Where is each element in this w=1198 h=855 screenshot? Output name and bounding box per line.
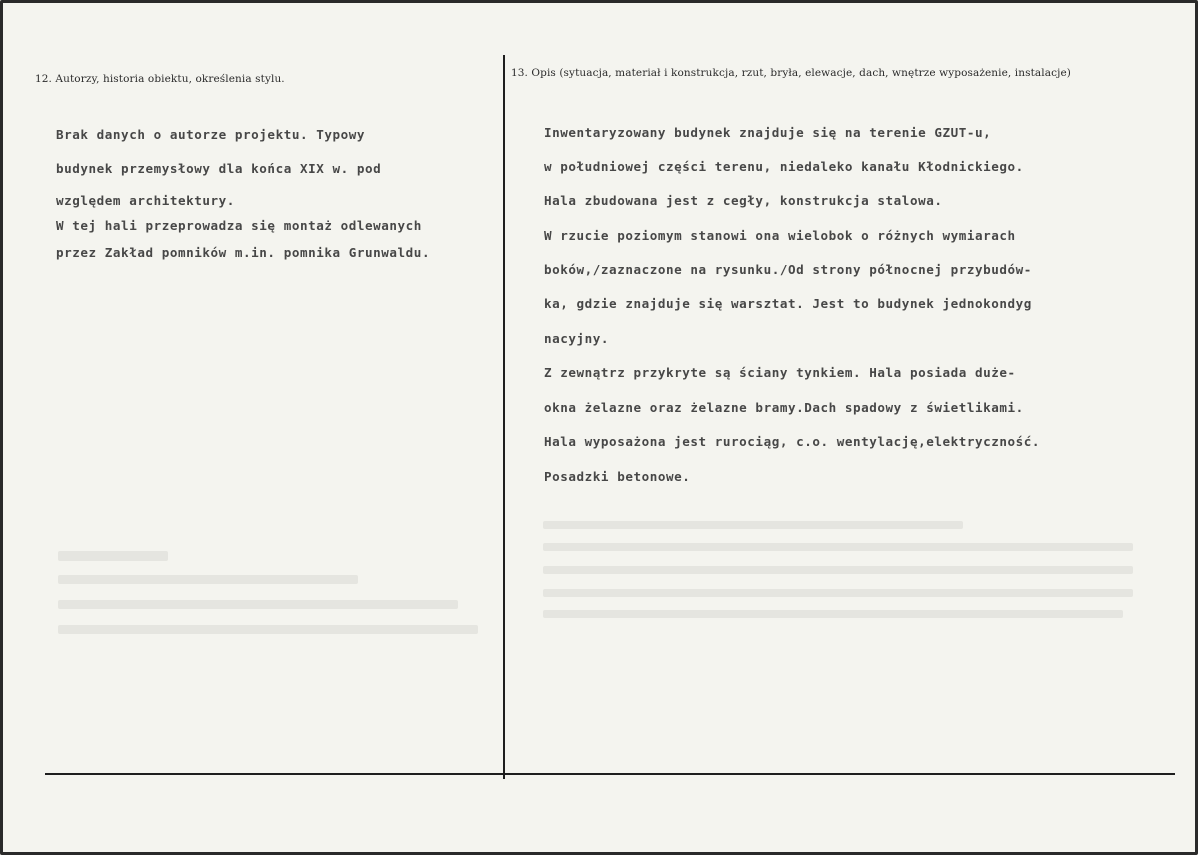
left-line: W tej hali przeprowadza się montaż odlewanych: [56, 218, 422, 233]
right-line: ka, gdzie znajduje się warsztat. Jest to budynek jednokondyg: [544, 296, 1032, 311]
left-line: względem architektury.: [56, 193, 235, 208]
right-line: okna żelazne oraz żelazne bramy.Dach spadowy z świetlikami.: [544, 400, 1024, 415]
reverse-side-bleed: [543, 589, 1133, 597]
bottom-rule: [45, 773, 1175, 775]
right-line: Z zewnątrz przykryte są ściany tynkiem. Hala posiada duże-: [544, 365, 1016, 380]
right-line: Hala zbudowana jest z cegły, konstrukcja stalowa.: [544, 193, 943, 208]
section-12-heading: 12. Autorzy, historia obiektu, określenia stylu.: [35, 73, 285, 85]
left-line: przez Zakład pomników m.in. pomnika Grunwaldu.: [56, 245, 431, 260]
column-divider: [503, 55, 505, 779]
reverse-side-bleed: [543, 543, 1133, 551]
reverse-side-bleed: [58, 625, 478, 634]
right-line: Posadzki betonowe.: [544, 469, 691, 484]
reverse-side-bleed: [543, 521, 963, 529]
right-line: W rzucie poziomym stanowi ona wielobok o różnych wymiarach: [544, 228, 1016, 243]
right-line: nacyjny.: [544, 331, 610, 346]
right-line: Hala wyposażona jest rurociąg, c.o. wentylację,elektryczność.: [544, 434, 1041, 449]
right-line: boków,/zaznaczone na rysunku./Od strony północnej przybudów-: [544, 262, 1032, 277]
section-13-heading: 13. Opis (sytuacja, materiał i konstrukcja, rzut, bryła, elewacje, dach, wnętrze wyposażenie, instalacje): [511, 67, 1071, 79]
right-line: w południowej części terenu, niedaleko kanału Kłodnickiego.: [544, 159, 1024, 174]
right-line: Inwentaryzowany budynek znajduje się na terenie GZUT-u,: [544, 125, 992, 140]
reverse-side-bleed: [58, 575, 358, 584]
reverse-side-bleed: [543, 610, 1123, 618]
left-line: Brak danych o autorze projektu. Typowy: [56, 127, 366, 142]
reverse-side-bleed: [543, 566, 1133, 574]
reverse-side-bleed: [58, 551, 168, 561]
left-line: budynek przemysłowy dla końca XIX w. pod: [56, 161, 382, 176]
reverse-side-bleed: [58, 600, 458, 609]
